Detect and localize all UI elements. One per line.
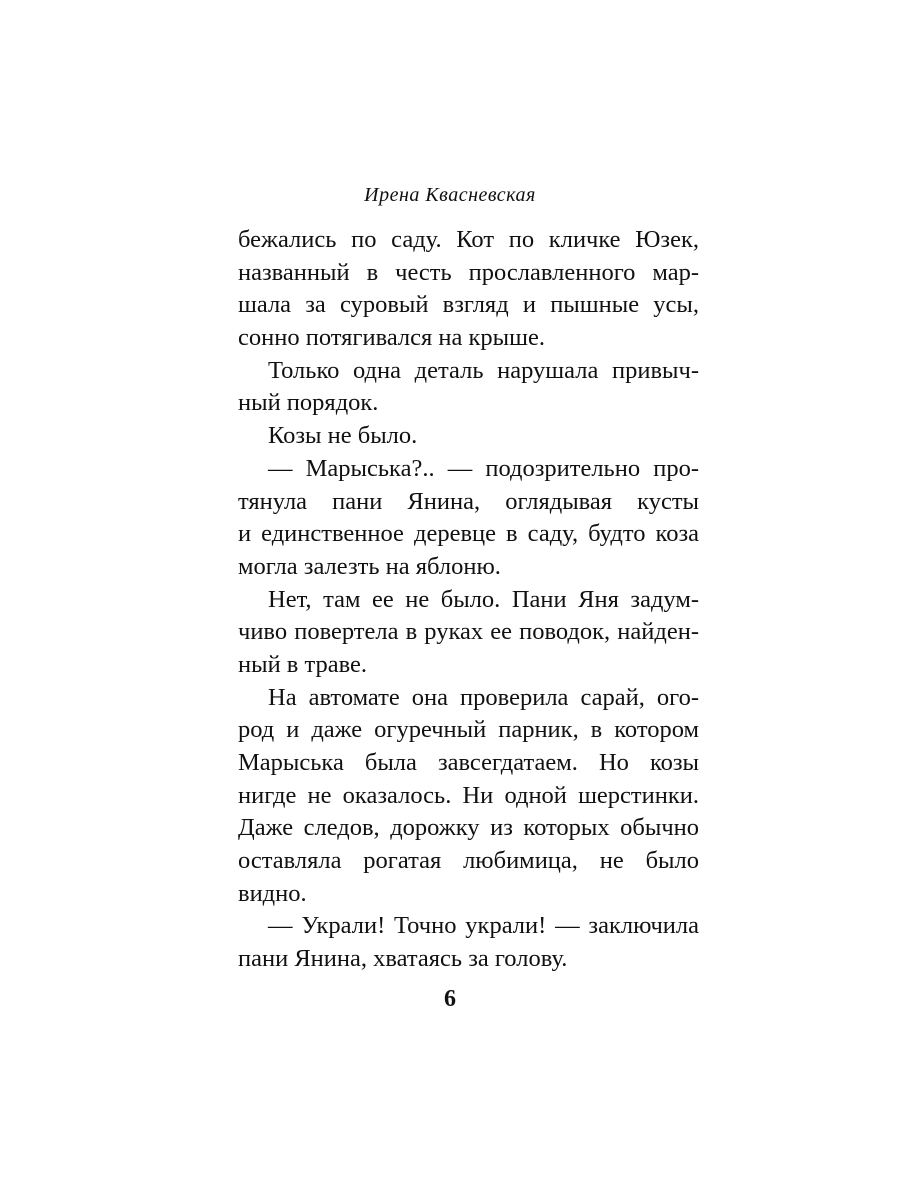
text-line: и единственное деревце в саду, будто коза [238, 520, 699, 548]
text-line: Марыська была завсегдатаем. Но козы [238, 749, 699, 776]
text-line: оставляла рогатая любимица, не было [238, 847, 699, 875]
text-line: Даже следов, дорожку из которых обычно [238, 814, 699, 842]
text-line: Козы не было. [268, 422, 418, 450]
text-line: пани Янина, хватаясь за голову. [238, 945, 568, 973]
running-head: Ирена Квасневская [364, 184, 536, 206]
body-text [238, 224, 699, 976]
text-line: видно. [238, 879, 307, 907]
text-line: — Марыська?.. — подозрительно про- [268, 454, 699, 482]
text-line: названный в честь прославленного мар- [238, 258, 699, 286]
text-line: чиво повертела в руках ее поводок, найден- [238, 618, 699, 646]
text-line: шала за суровый взгляд и пышные усы, [238, 291, 699, 319]
text-line: сонно потягивался на крыше. [238, 324, 545, 352]
text-line: Нет, там ее не было. Пани Яня задум- [268, 585, 699, 613]
text-line: бежались по саду. Кот по кличке Юзек, [238, 226, 699, 253]
text-line: род и даже огуречный парник, в котором [238, 716, 699, 744]
text-line: Только одна деталь нарушала привыч- [268, 356, 699, 384]
text-line: — Украли! Точно украли! — заключила [268, 912, 699, 940]
text-line: На автомате она проверила сарай, ого- [268, 683, 699, 711]
text-line: ный в траве. [238, 650, 368, 678]
text-line: ный порядок. [238, 389, 379, 417]
text-line: тянула пани Янина, оглядывая кусты [238, 487, 699, 515]
text-line: нигде не оказалось. Ни одной шерстинки. [238, 781, 699, 809]
page-number: 6 [444, 986, 456, 1012]
text-line: могла залезть на яблоню. [238, 552, 501, 580]
